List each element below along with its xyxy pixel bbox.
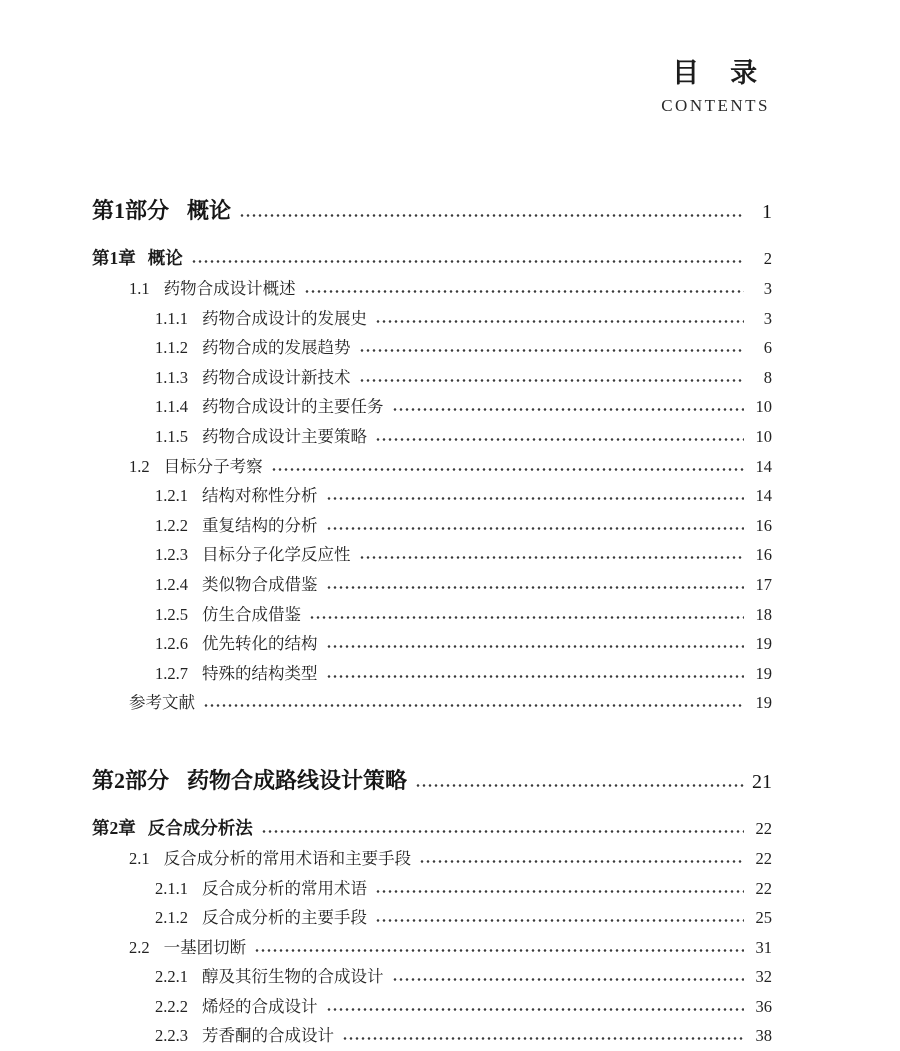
entry-number: 2.2.3	[155, 1026, 188, 1046]
entry-label: 芳香酮的合成设计	[202, 1026, 334, 1046]
entry-page: 19	[755, 693, 772, 713]
entry-number: 1.1	[129, 279, 150, 298]
entry-label: 药物合成路线设计策略	[187, 767, 408, 793]
entry-number: 1.2.3	[155, 545, 188, 565]
entry-number: 2.2.1	[155, 967, 188, 987]
entry-page: 1	[762, 201, 772, 223]
entry-number: 第2章	[92, 817, 136, 838]
entry-number: 1.2.1	[155, 486, 188, 506]
entry-page: 22	[755, 878, 772, 898]
dot-leader	[326, 585, 745, 590]
entry-number: 第2部分	[92, 767, 170, 793]
entry-page: 8	[763, 367, 772, 387]
entry-number: 1.2	[129, 456, 150, 476]
entry-page: 2	[763, 249, 772, 268]
dot-leader	[359, 378, 745, 383]
entry-label: 药物合成的发展趋势	[202, 338, 351, 358]
dot-leader	[261, 829, 744, 834]
entry-number: 2.2.2	[155, 996, 188, 1016]
entry-label: 类似物合成借鉴	[202, 574, 318, 594]
entry-label: 药物合成设计新技术	[202, 367, 351, 387]
entry-label: 概论	[187, 198, 232, 223]
dot-leader	[375, 889, 744, 894]
entry-number: 1.1.2	[155, 338, 188, 358]
dot-leader	[326, 526, 745, 531]
entry-number: 1.1.3	[155, 367, 188, 387]
entry-number: 2.1.1	[155, 878, 188, 898]
toc-entry-subsec	[155, 874, 772, 904]
entry-page: 17	[755, 574, 772, 594]
dot-leader	[359, 348, 745, 353]
toc-entry-subsec	[155, 903, 772, 933]
entry-page: 16	[755, 545, 772, 565]
dot-leader	[415, 783, 744, 788]
entry-page: 31	[755, 937, 772, 957]
toc-entry-chapter	[92, 811, 772, 844]
entry-page: 10	[755, 426, 772, 446]
entry-page: 22	[755, 848, 772, 868]
entry-page: 14	[755, 486, 772, 506]
toc-entry-sec	[129, 933, 772, 963]
dot-leader	[326, 496, 745, 501]
dot-leader	[342, 1036, 744, 1041]
entry-label: 反合成分析法	[147, 817, 253, 838]
entry-label: 结构对称性分析	[202, 486, 318, 506]
dot-leader	[375, 918, 744, 923]
entry-number: 第1部分	[92, 198, 170, 223]
entry-page: 21	[752, 770, 772, 793]
entry-label: 参考文献	[129, 693, 195, 713]
toc-entry-subsec	[155, 540, 772, 570]
toc-entry-subsec	[155, 511, 772, 541]
toc-entry-subsec	[155, 659, 772, 689]
entry-page: 3	[763, 279, 772, 298]
toc-entry-ref	[129, 688, 772, 718]
entry-label: 优先转化的结构	[202, 634, 318, 654]
dot-leader	[326, 674, 745, 679]
page-title: 目 录	[672, 58, 760, 88]
toc-entry-subsec	[155, 992, 772, 1022]
toc-entry-subsec	[155, 392, 772, 422]
entry-label: 目标分子考察	[163, 456, 263, 476]
toc-entry-subsec	[155, 363, 772, 393]
toc-entry-subsec	[155, 570, 772, 600]
entry-label: 特殊的结构类型	[202, 663, 318, 683]
entry-label: 重复结构的分析	[202, 515, 318, 535]
dot-leader	[191, 259, 744, 264]
entry-page: 22	[755, 818, 772, 838]
entry-label: 反合成分析的常用术语和主要手段	[163, 848, 412, 868]
dot-leader	[326, 644, 745, 649]
entry-label: 药物合成设计的主要任务	[202, 397, 384, 417]
dot-leader	[326, 1007, 745, 1012]
entry-number: 1.2.4	[155, 574, 188, 594]
dot-leader	[419, 859, 744, 864]
toc-entry-subsec	[155, 481, 772, 511]
entry-number: 1.1.1	[155, 308, 188, 328]
toc-entry-subsec	[155, 629, 772, 659]
dot-leader	[203, 703, 744, 708]
entry-page: 14	[755, 456, 772, 476]
entry-number: 1.2.2	[155, 515, 188, 535]
entry-page: 3	[763, 308, 772, 328]
entry-number: 第1章	[92, 248, 136, 268]
dot-leader	[239, 213, 744, 218]
toc-entry-subsec	[155, 600, 772, 630]
toc-entry-subsec	[155, 422, 772, 452]
entry-number: 1.1.4	[155, 397, 188, 417]
entry-label: 目标分子化学反应性	[202, 545, 351, 565]
entry-label: 药物合成设计的发展史	[202, 308, 367, 328]
dot-leader	[254, 948, 744, 953]
dot-leader	[392, 977, 745, 982]
entry-page: 19	[755, 663, 772, 683]
dot-leader	[392, 407, 745, 412]
toc-entry-subsec	[155, 333, 772, 363]
toc-entry-subsec	[155, 304, 772, 334]
toc-entry-chapter	[92, 241, 772, 274]
entry-page: 18	[755, 604, 772, 624]
page-title-block	[661, 56, 770, 116]
toc-entry-subsec	[155, 1021, 772, 1051]
entry-number: 1.2.7	[155, 663, 188, 683]
dot-leader	[271, 467, 744, 472]
entry-page: 16	[755, 515, 772, 535]
dot-leader	[375, 437, 744, 442]
entry-page: 19	[755, 634, 772, 654]
entry-page: 25	[755, 908, 772, 928]
entry-label: 药物合成设计概述	[163, 279, 296, 298]
entry-label: 一基团切断	[163, 937, 247, 957]
entry-number: 2.1.2	[155, 908, 188, 928]
entry-label: 烯烃的合成设计	[202, 996, 318, 1016]
dot-leader	[375, 319, 744, 324]
dot-leader	[309, 615, 744, 620]
toc-list	[92, 194, 772, 1051]
entry-label: 反合成分析的常用术语	[202, 878, 367, 898]
toc-entry-part	[92, 764, 772, 799]
entry-label: 药物合成设计主要策略	[202, 426, 367, 446]
dot-leader	[359, 555, 745, 560]
entry-number: 1.2.5	[155, 604, 188, 624]
entry-label: 醇及其衍生物的合成设计	[202, 967, 384, 987]
toc-entry-sec	[129, 274, 772, 304]
entry-label: 反合成分析的主要手段	[202, 908, 367, 928]
entry-page: 32	[755, 967, 772, 987]
entry-number: 2.2	[129, 937, 150, 957]
toc-entry-sec	[129, 452, 772, 482]
entry-page: 6	[763, 338, 772, 358]
dot-leader	[304, 289, 744, 294]
toc-entry-subsec	[155, 962, 772, 992]
entry-page: 38	[755, 1026, 772, 1046]
toc-entry-part	[92, 194, 772, 229]
entry-label: 概论	[147, 248, 183, 268]
toc-entry-sec	[129, 844, 772, 874]
entry-page: 10	[755, 397, 772, 417]
entry-number: 1.1.5	[155, 426, 188, 446]
entry-label: 仿生合成借鉴	[202, 604, 301, 624]
entry-number: 2.1	[129, 848, 150, 868]
page-subtitle: CONTENTS	[661, 96, 770, 115]
entry-number: 1.2.6	[155, 634, 188, 654]
entry-page: 36	[755, 996, 772, 1016]
